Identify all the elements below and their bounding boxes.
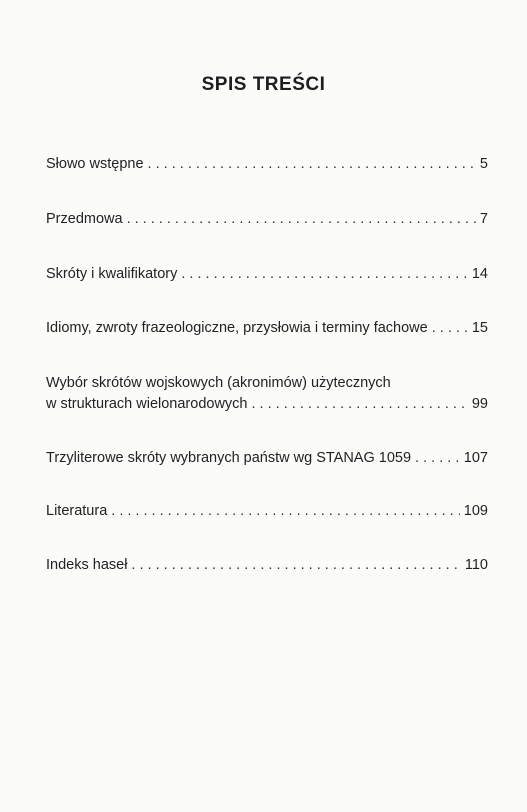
toc-entry-page: 107: [463, 450, 488, 466]
dot-leader: [432, 318, 468, 339]
toc-entry-literatura[interactable]: [46, 501, 488, 522]
toc-entry-label: Słowo wstępne: [46, 156, 144, 172]
toc-entry-label: Przedmowa: [46, 211, 123, 227]
dot-leader: [111, 501, 460, 522]
toc-entry-wybor-skrotow[interactable]: [46, 373, 488, 415]
dot-leader: [251, 394, 467, 415]
toc-entry-indeks-hasel[interactable]: [46, 555, 488, 576]
toc-entry-label: Literatura: [46, 503, 108, 519]
toc-entry-label-line2: w strukturach wielonarodowych: [46, 396, 248, 412]
toc-entry-label: Indeks haseł: [46, 557, 128, 573]
toc-entry-page: 7: [479, 211, 488, 227]
toc-entry-label-line1: Wybór skrótów wojskowych (akronimów) użytecznych: [46, 375, 391, 391]
dot-leader: [127, 209, 476, 230]
toc-entry-page: 99: [471, 396, 488, 412]
toc-entry-label: Skróty i kwalifikatory: [46, 266, 178, 282]
toc-entry-page: 110: [464, 557, 488, 573]
toc-entry-trzyliterowe-skroty[interactable]: [46, 448, 488, 469]
toc-entry-label: Trzyliterowe skróty wybranych państw wg STANAG 1059: [46, 450, 412, 466]
toc-entry-label: Idiomy, zwroty frazeologiczne, przysłowia i terminy fachowe: [46, 320, 428, 336]
toc-entry-przedmowa[interactable]: [46, 209, 488, 230]
page-title: SPIS TREŚCI: [201, 74, 326, 95]
toc-entry-page: 14: [471, 266, 488, 282]
toc-entry-idiomy[interactable]: [46, 318, 488, 339]
dot-leader: [415, 448, 460, 469]
toc-entry-page: 109: [463, 503, 488, 519]
toc-entry-page: 5: [479, 156, 488, 172]
dot-leader: [148, 154, 476, 175]
dot-leader: [131, 555, 460, 576]
toc-entry-slowo-wstepne[interactable]: [46, 154, 488, 175]
dot-leader: [181, 264, 468, 285]
toc-entry-skroty-i-kwalifikatory[interactable]: [46, 264, 488, 285]
toc-entry-page: 15: [471, 320, 488, 336]
